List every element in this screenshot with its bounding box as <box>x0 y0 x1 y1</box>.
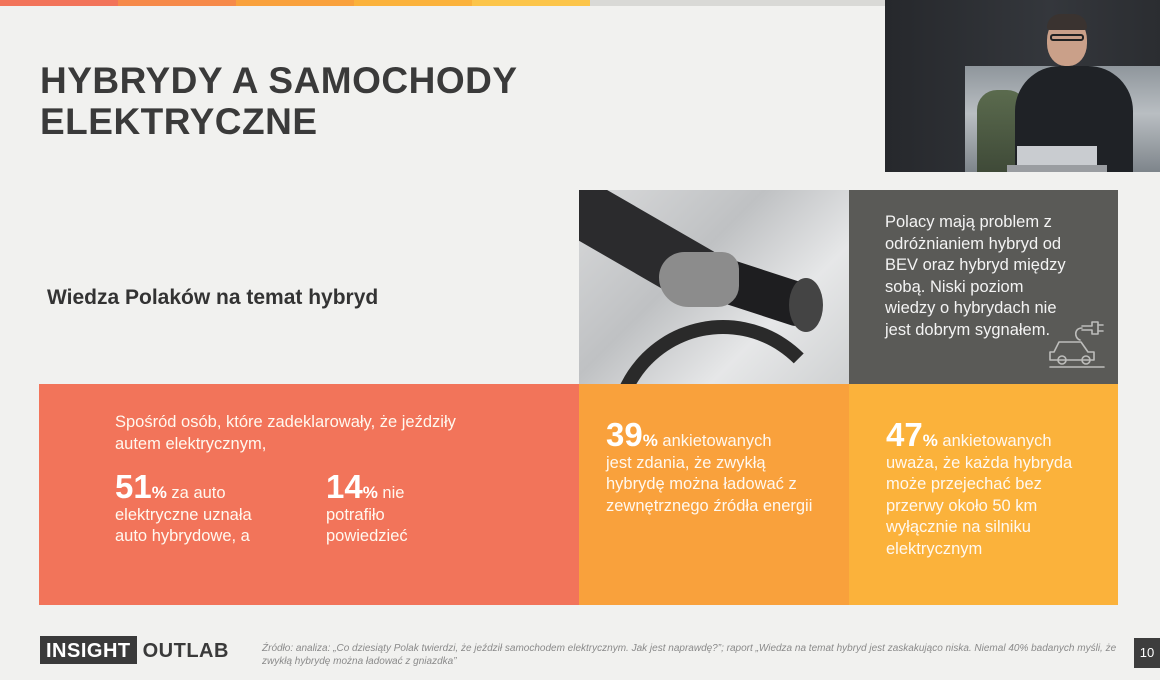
slide-title: HYBRYDY A SAMOCHODY ELEKTRYCZNE <box>40 60 517 142</box>
photo-plug-rim <box>789 278 823 332</box>
stat-14-unit: % <box>362 483 378 502</box>
stat-47-inline: ankietowanych <box>937 432 1052 450</box>
stat-14-value: 14 <box>326 468 363 505</box>
info-text: Polacy mają problem z odróżnianiem hybryd od BEV oraz hybryd między sobą. Niski poziom wiedzy o hybrydach nie jest dobrym sygnałem. <box>885 213 1066 339</box>
stat-51-text: elektryczne uznała auto hybrydowe, a <box>115 505 252 545</box>
stat-14 <box>326 470 446 548</box>
stat-39-text: jest zdania, że zwykłą hybrydę można ładować z zewnętrznego źródła energii <box>606 453 813 515</box>
presenter-glasses <box>1050 34 1084 41</box>
stat-39-unit: % <box>642 431 658 450</box>
stat-14-text: potrafiło powiedzieć <box>326 505 408 545</box>
accent-segment <box>354 0 472 6</box>
stat-47-text: uważa, że każda hybryda może przejechać bez przerwy około 50 km wyłącznie na silniku elektrycznym <box>886 453 1073 558</box>
accent-segment <box>590 0 885 6</box>
accent-segment <box>472 0 590 6</box>
stat-47-unit: % <box>922 431 938 450</box>
stat-14-inline: nie <box>377 484 405 502</box>
stats-panel-orange <box>579 384 849 605</box>
stats-intro: Spośród osób, które zadeklarowały, że jeździły autem elektrycznym, <box>115 413 456 453</box>
stat-47 <box>886 418 1101 560</box>
stat-51-inline: za auto <box>166 484 226 502</box>
stat-51 <box>115 470 285 548</box>
stat-51-unit: % <box>151 483 167 502</box>
stat-39-value: 39 <box>606 416 643 453</box>
insight-outlab-logo <box>40 636 229 664</box>
info-box <box>849 190 1118 384</box>
presenter-podium <box>1007 165 1107 172</box>
electric-car-icon <box>1048 312 1106 368</box>
accent-segment <box>236 0 354 6</box>
presenter-hair <box>1047 14 1087 30</box>
logo-outlab: OUTLAB <box>142 640 229 662</box>
page-number: 10 <box>1134 638 1160 668</box>
stat-47-value: 47 <box>886 416 923 453</box>
top-accent-bar <box>0 0 885 6</box>
stats-panel-red <box>39 384 579 605</box>
slide-subtitle: Wiedza Polaków na temat hybryd <box>47 286 379 309</box>
source-note: Źródło: analiza: „Co dziesiąty Polak twierdzi, że jeździł samochodem elektrycznym. Jak jest naprawdę?”; raport „Wiedza na temat hybryd jest zaskakująco niska. Niemal 40% badanych myśli, że zwykłą hybrydę można ładować z gniazdka” <box>262 643 1117 667</box>
charging-photo <box>579 190 849 384</box>
stat-39 <box>606 418 821 517</box>
photo-hand <box>659 252 739 307</box>
stat-51-value: 51 <box>115 468 152 505</box>
presenter-video[interactable] <box>885 0 1160 172</box>
logo-insight: INSIGHT <box>40 636 137 664</box>
stats-panel-yellow <box>849 384 1118 605</box>
stat-39-inline: ankietowanych <box>657 432 772 450</box>
accent-segment <box>118 0 236 6</box>
accent-segment <box>0 0 118 6</box>
